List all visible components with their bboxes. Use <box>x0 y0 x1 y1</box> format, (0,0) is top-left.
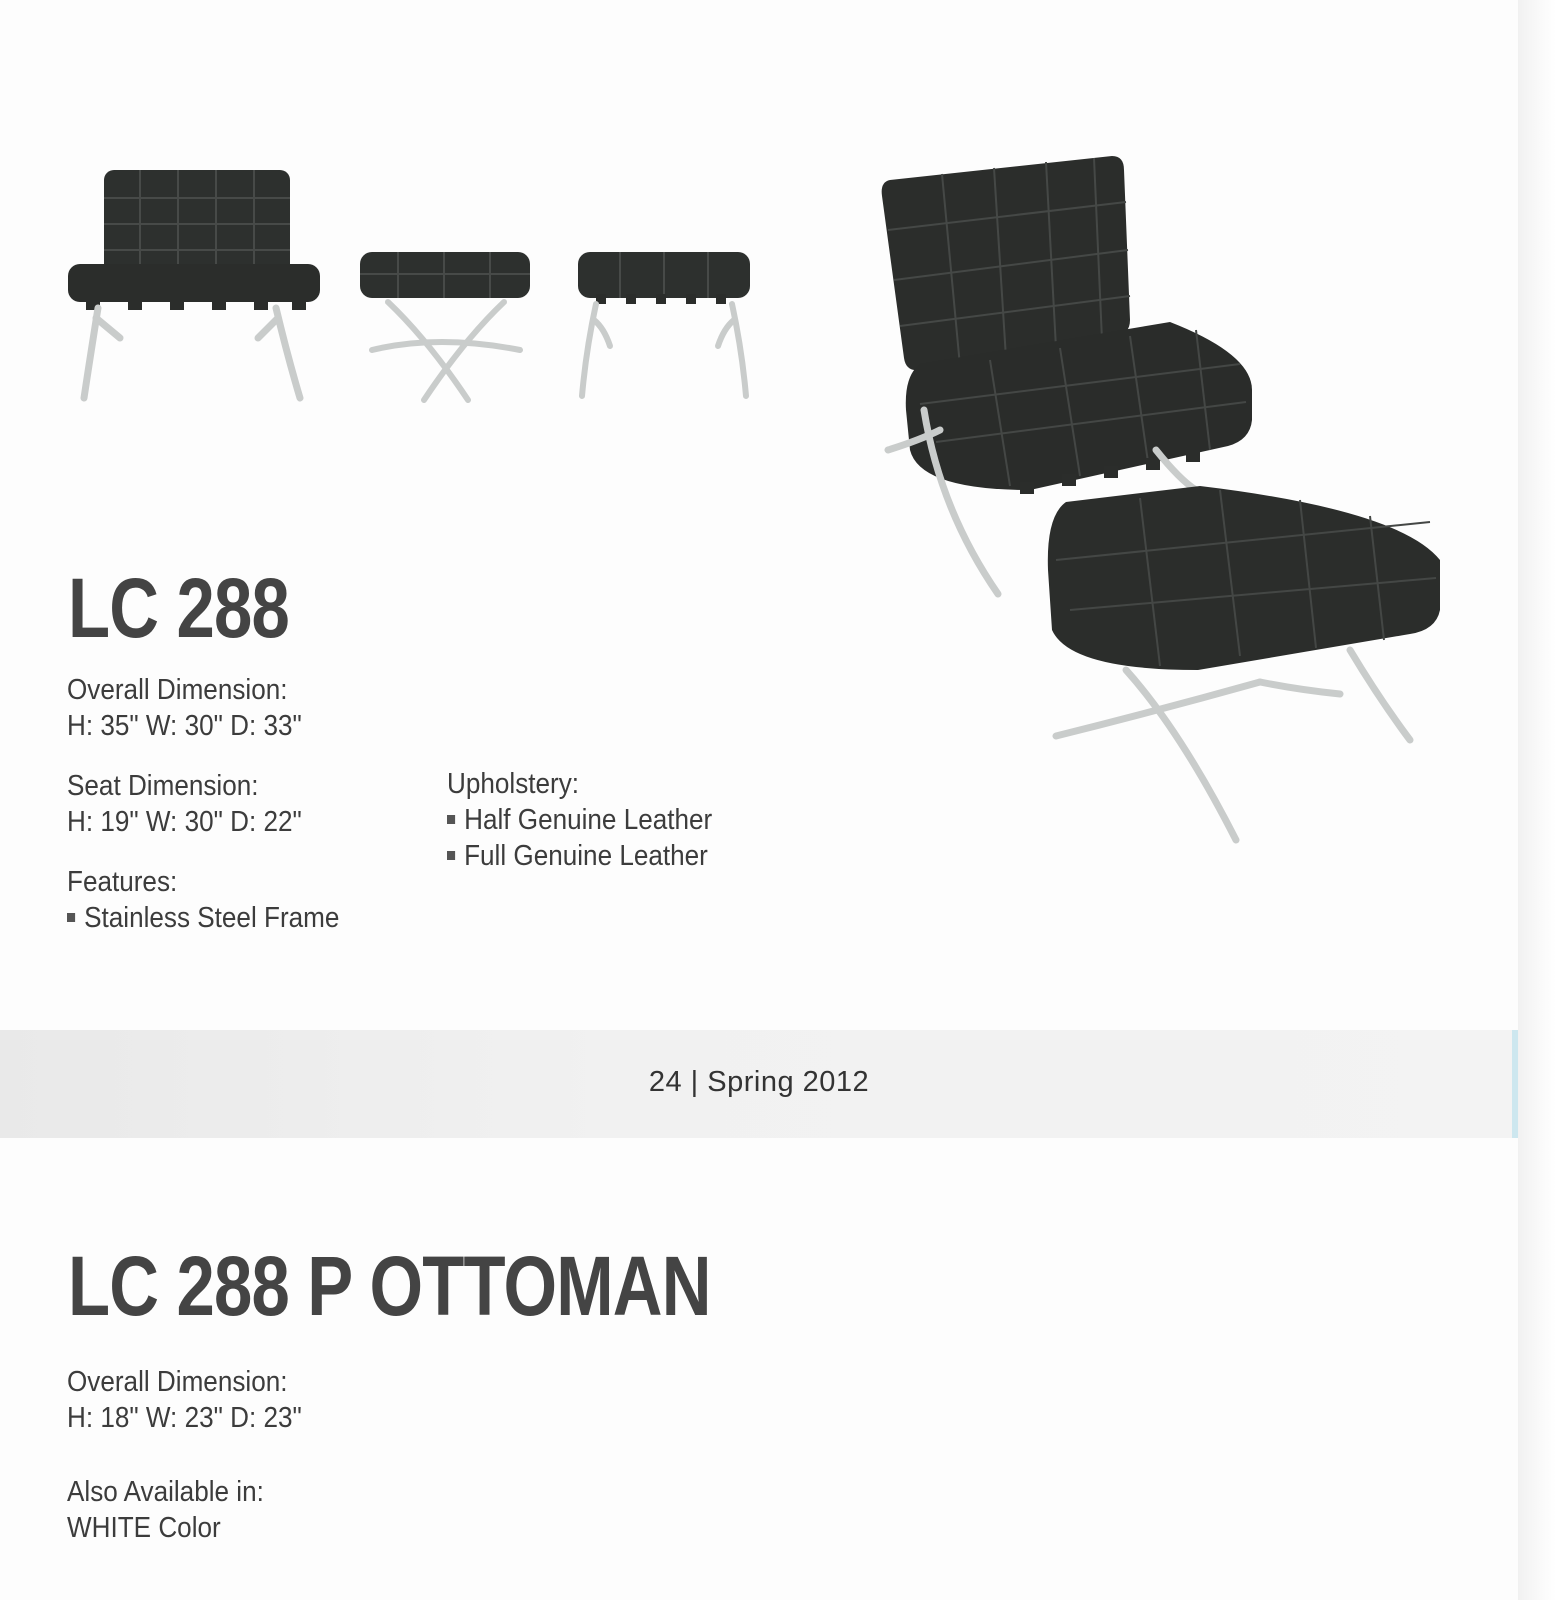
chair-front-photo <box>68 168 328 408</box>
seat-dimension <box>67 768 302 840</box>
upholstery-list <box>447 802 712 874</box>
availability-label: Also Available in: <box>67 1476 264 1508</box>
issue-label: Spring 2012 <box>707 1066 870 1098</box>
features-label: Features: <box>67 866 178 898</box>
availability-value: WHITE Color <box>67 1512 221 1544</box>
ottoman-overall-dimension <box>67 1364 302 1436</box>
seat-dimension-value: H: 19" W: 30" D: 22" <box>67 806 302 838</box>
product-title-ottoman: LC 288 P OTTOMAN <box>68 1239 711 1333</box>
bullet-icon <box>447 815 455 824</box>
upholstery <box>447 766 712 874</box>
overall-dimension-label: Overall Dimension: <box>67 674 288 706</box>
seat-dimension-label: Seat Dimension: <box>67 770 259 802</box>
footer-separator: | <box>690 1066 699 1098</box>
overall-dimension-value: H: 35" W: 30" D: 33" <box>67 710 302 742</box>
upholstery-text: Full Genuine Leather <box>464 840 708 872</box>
ottoman-overall-dimension-label: Overall Dimension: <box>67 1366 288 1398</box>
features <box>67 864 339 936</box>
list-item <box>447 838 712 874</box>
upholstery-text: Half Genuine Leather <box>464 804 713 836</box>
ottoman-front-photo <box>358 250 534 410</box>
page-footer <box>0 1066 1518 1099</box>
list-item <box>447 802 712 838</box>
page-edge <box>1518 0 1556 1600</box>
upholstery-label: Upholstery: <box>447 768 580 800</box>
features-list <box>67 900 339 936</box>
list-item <box>67 900 339 936</box>
ottoman-side-photo <box>576 250 756 410</box>
chair-and-ottoman-photo <box>880 150 1460 870</box>
feature-text: Stainless Steel Frame <box>84 902 340 934</box>
product-title: LC 288 <box>68 561 289 655</box>
ottoman-overall-dimension-value: H: 18" W: 23" D: 23" <box>67 1402 302 1434</box>
availability <box>67 1474 264 1546</box>
bullet-icon <box>67 913 75 922</box>
page-number: 24 <box>648 1066 683 1098</box>
bullet-icon <box>447 851 455 860</box>
overall-dimension <box>67 672 302 744</box>
